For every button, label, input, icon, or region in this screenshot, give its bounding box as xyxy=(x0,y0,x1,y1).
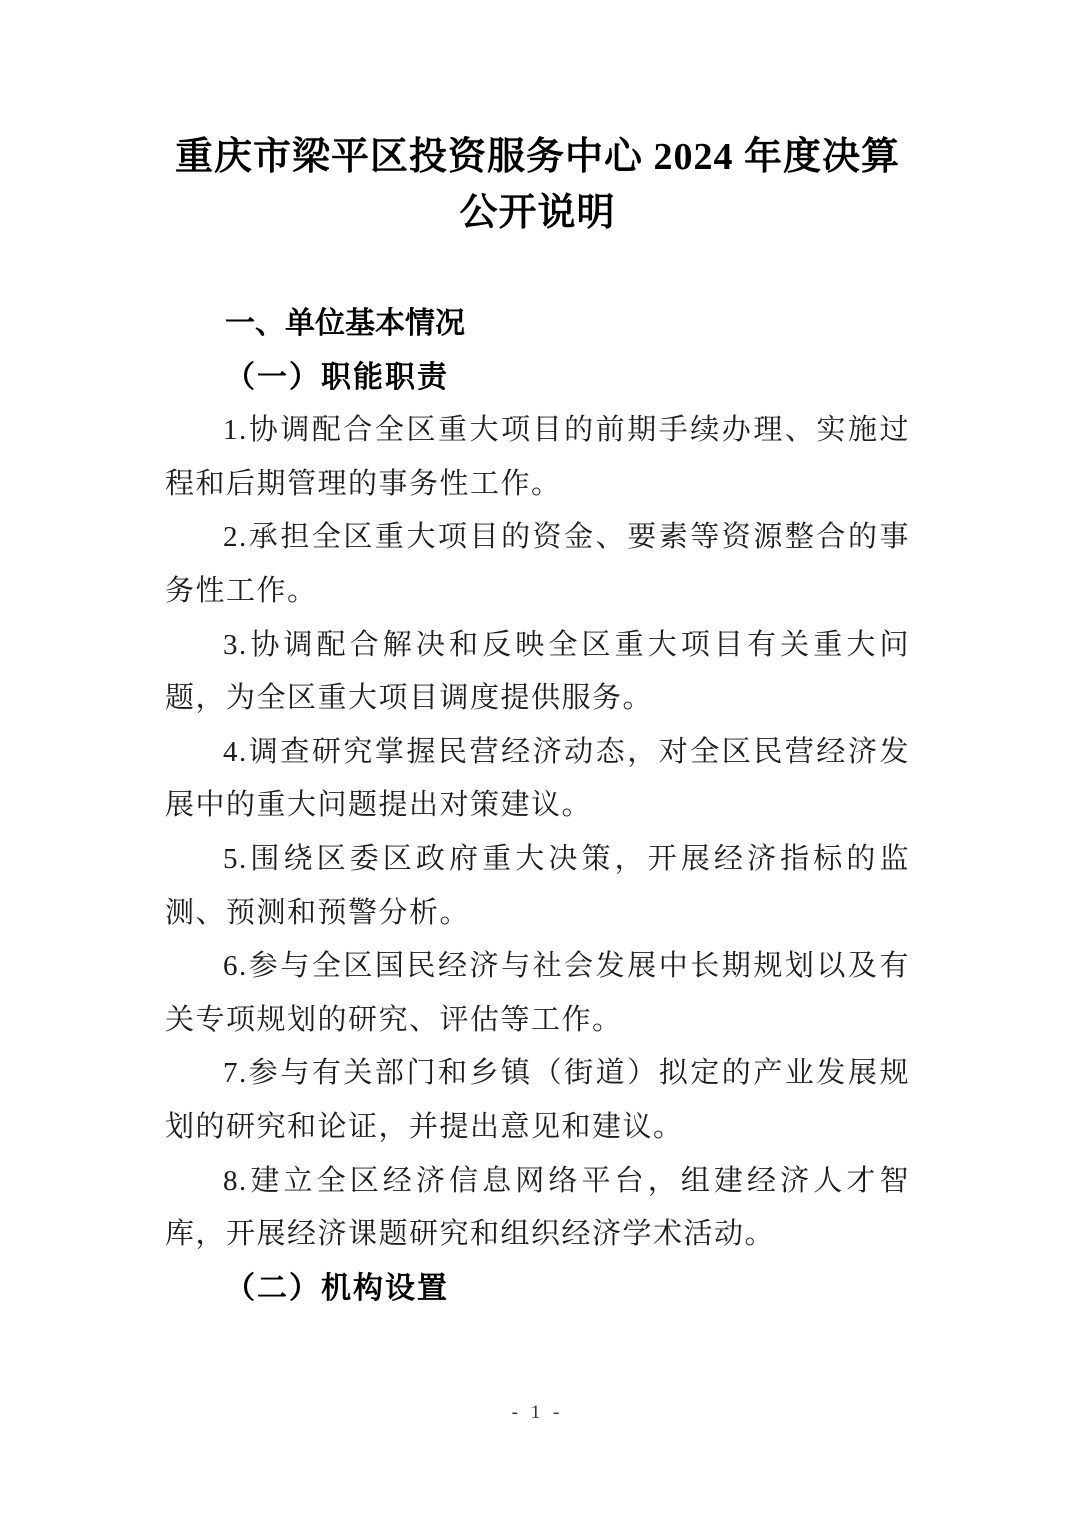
paragraph-duty-3: 3.协调配合解决和反映全区重大项目有关重大问题，为全区重大项目调度提供服务。 xyxy=(165,628,910,715)
paragraph-duty-1: 1.协调配合全区重大项目的前期手续办理、实施过程和后期管理的事务性工作。 xyxy=(165,414,910,500)
paragraph-duty-4: 4.调查研究掌握民营经济动态，对全区民营经济发展中的重大问题提出对策建议。 xyxy=(165,735,910,822)
paragraph-duty-6: 6.参与全区国民经济与社会发展中长期规划以及有关专项规划的研究、评估等工作。 xyxy=(165,950,910,1036)
heading-unit-basic-info: 一、单位基本情况 xyxy=(225,307,465,340)
paragraph-duty-5: 5.围绕区委区政府重大决策，开展经济指标的监测、预测和预警分析。 xyxy=(165,842,910,929)
paragraph-duty-8: 8.建立全区经济信息网络平台，组建经济人才智库，开展经济课题研究和组织经济学术活动。 xyxy=(165,1164,910,1251)
page-number: - 1 - xyxy=(511,1402,564,1423)
heading-functions-duties: （一）职能职责 xyxy=(225,360,449,394)
document-title-line-1: 重庆市梁平区投资服务中心 2024 年度决算 xyxy=(174,136,900,178)
document-title-line-2: 公开说明 xyxy=(459,192,616,234)
document-body xyxy=(0,297,1075,1315)
paragraph-duty-2: 2.承担全区重大项目的资金、要素等资源整合的事务性工作。 xyxy=(165,521,910,607)
paragraph-duty-7: 7.参与有关部门和乡镇（街道）拟定的产业发展规划的研究和论证，并提出意见和建议。 xyxy=(165,1057,910,1143)
document-title xyxy=(0,129,1075,241)
heading-organization-setup: （二）机构设置 xyxy=(225,1271,449,1305)
